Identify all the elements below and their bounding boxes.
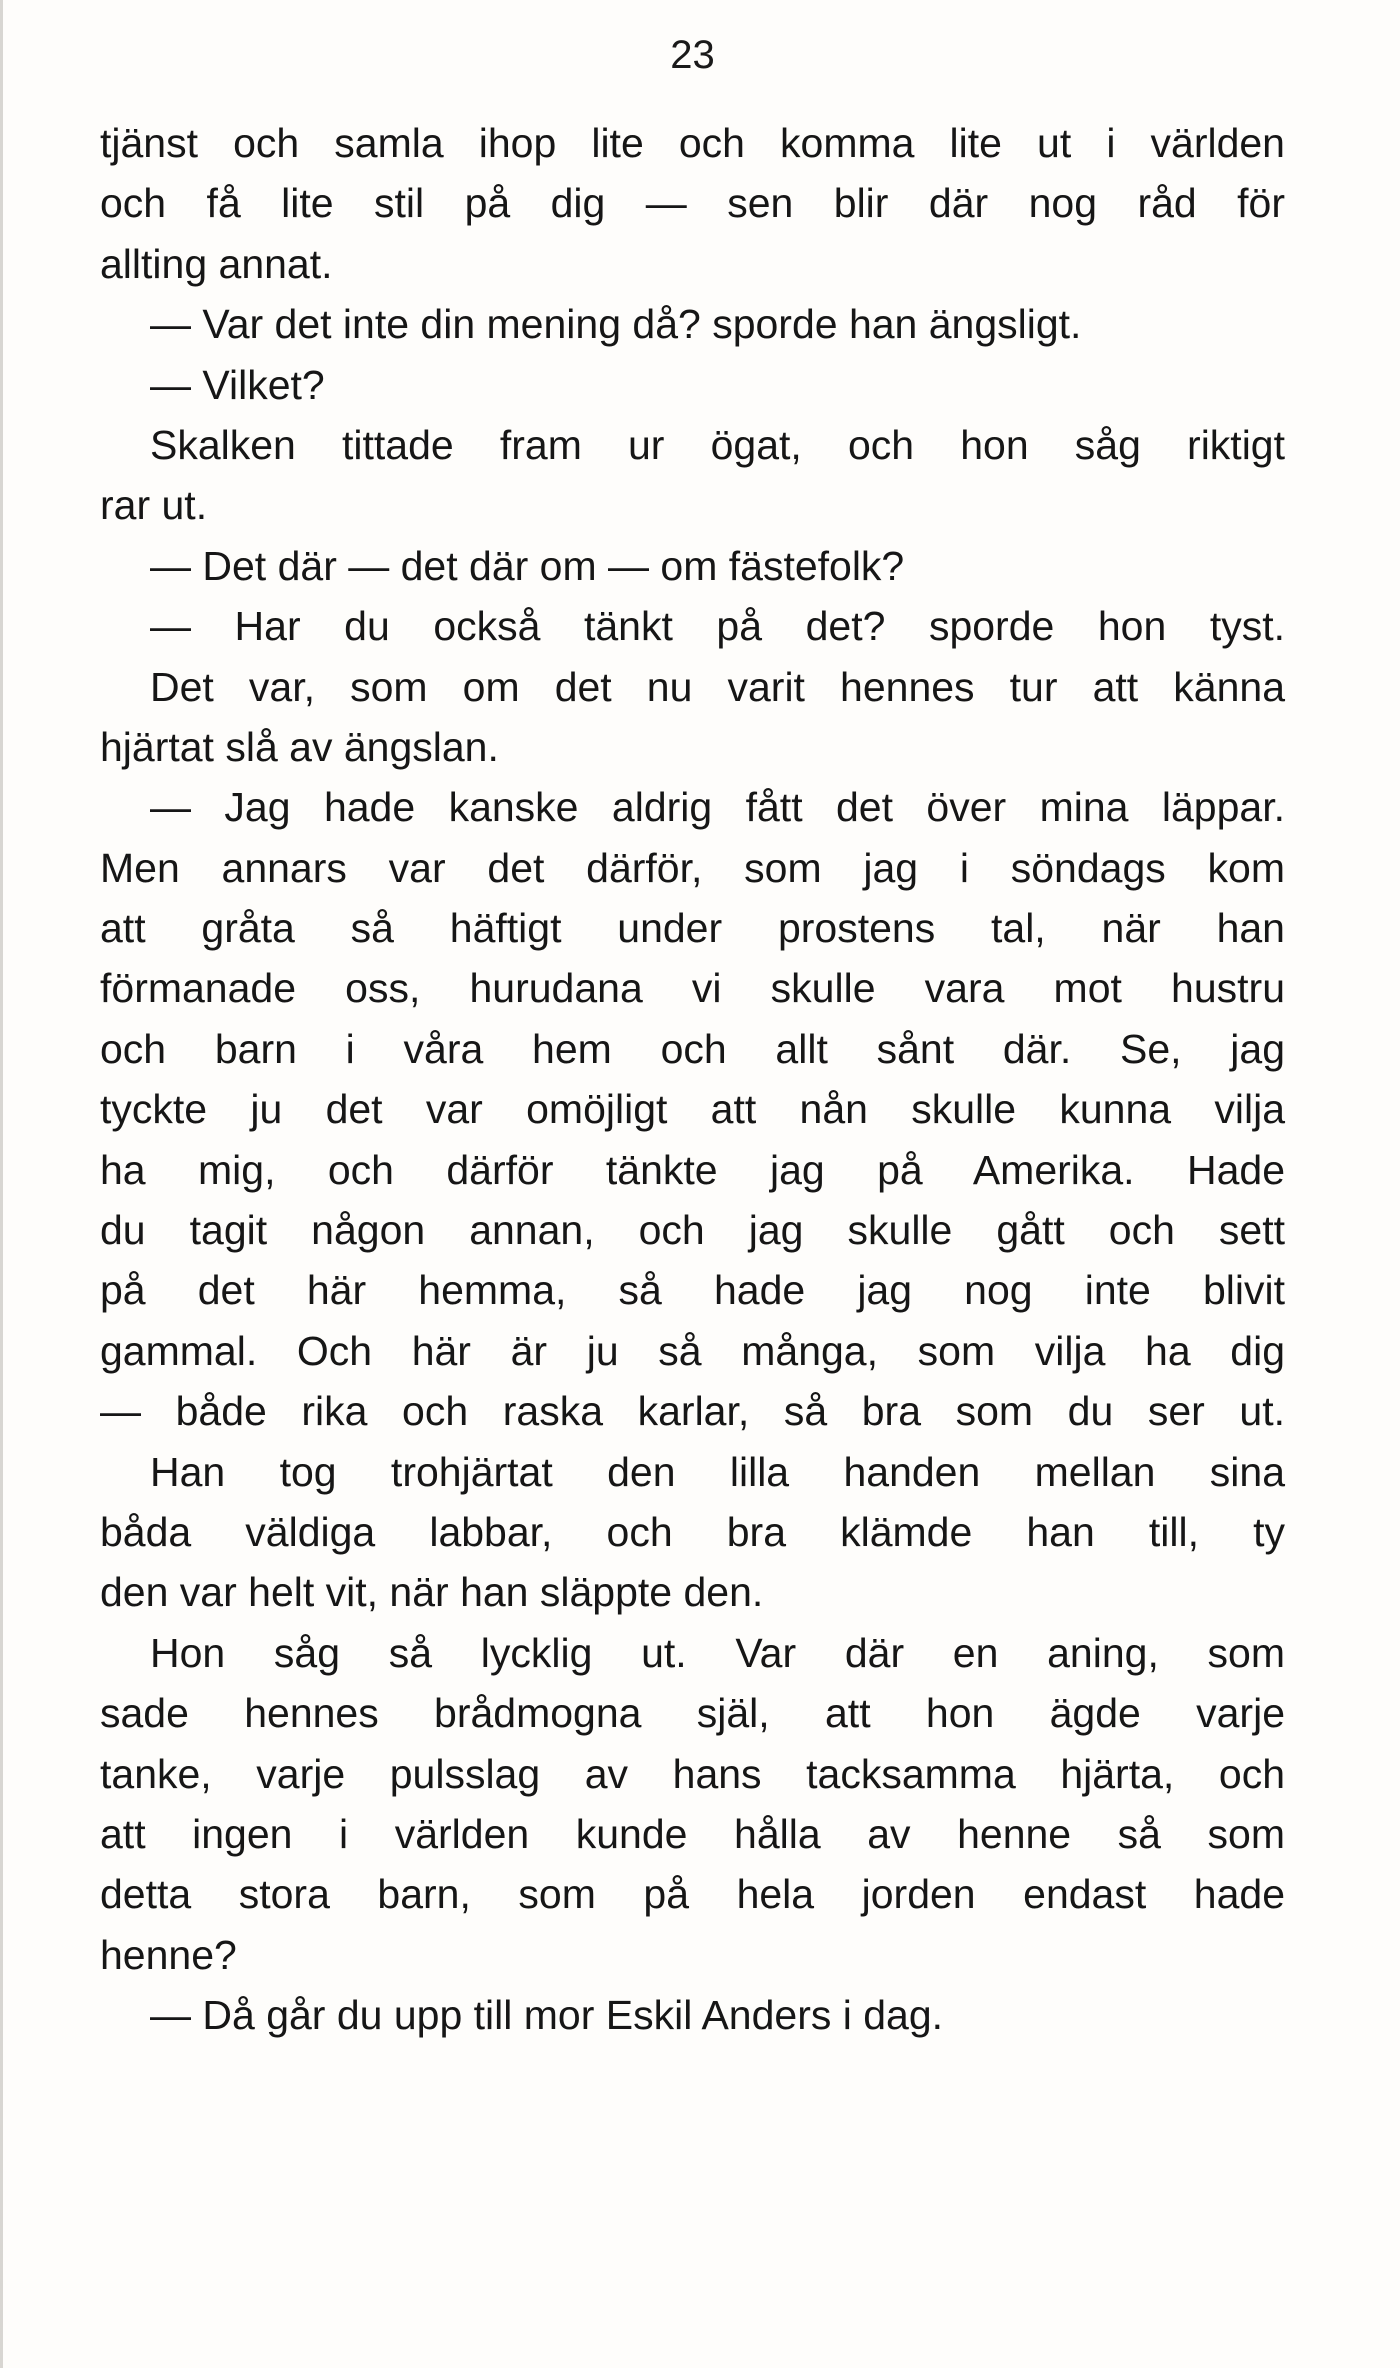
text-line: på det här hemma, så hade jag nog inte blivit (100, 1267, 1285, 1314)
text-line: sade hennes brådmogna själ, att hon ägde varje (100, 1690, 1285, 1737)
text-line: Det var, som om det nu varit hennes tur att känna (150, 663, 1285, 710)
text-line: och barn i våra hem och allt sånt där. Se, jag (100, 1025, 1285, 1072)
text-line: tjänst och samla ihop lite och komma lite ut i världen (100, 120, 1285, 166)
text-line: Skalken tittade fram ur ögat, och hon såg riktigt (150, 421, 1285, 468)
text-line: — Det där — det där om — om fästefolk? (150, 542, 905, 589)
text-line: — Var det inte din mening då? sporde han ängsligt. (150, 301, 1082, 348)
page-number: 23 (670, 33, 715, 77)
text-line: den var helt vit, när han släppte den. (100, 1569, 764, 1616)
text-line: henne? (100, 1931, 237, 1978)
text-line: — Har du också tänkt på det? sporde hon tyst. (150, 603, 1285, 650)
text-line: och få lite stil på dig — sen blir där nog råd för (100, 180, 1285, 227)
text-line: tanke, varje pulsslag av hans tacksamma hjärta, och (100, 1750, 1285, 1797)
body-text (100, 113, 1285, 2046)
text-line: — Vilket? (150, 361, 325, 408)
text-line: detta stora barn, som på hela jorden endast hade (100, 1871, 1285, 1918)
text-line: ha mig, och därför tänkte jag på Amerika. Hade (100, 1146, 1285, 1193)
text-line: — Då går du upp till mor Eskil Anders i dag. (150, 1992, 944, 2039)
text-line: allting annat. (100, 240, 333, 287)
text-line: — Jag hade kanske aldrig fått det över mina läppar. (150, 784, 1285, 831)
text-line: Hon såg så lycklig ut. Var där en aning, som (150, 1629, 1285, 1676)
text-line: tyckte ju det var omöjligt att nån skulle kunna vilja (100, 1086, 1285, 1133)
text-line: att ingen i världen kunde hålla av henne så som (100, 1810, 1285, 1857)
text-line: rar ut. (100, 482, 208, 529)
text-line: båda väldiga labbar, och bra klämde han till, ty (100, 1508, 1285, 1555)
text-line: förmanade oss, hurudana vi skulle vara mot hustru (100, 965, 1285, 1012)
text-line: hjärtat slå av ängslan. (100, 723, 499, 770)
text-line: du tagit någon annan, och jag skulle gått och sett (100, 1207, 1285, 1254)
text-line: gammal. Och här är ju så många, som vilja ha dig (100, 1327, 1285, 1374)
page-edge (0, 0, 3, 2368)
text-line: Men annars var det därför, som jag i söndags kom (100, 844, 1285, 891)
text-line: att gråta så häftigt under prostens tal, när han (100, 905, 1285, 952)
text-line: — både rika och raska karlar, så bra som du ser ut. (100, 1388, 1285, 1435)
text-line: Han tog trohjärtat den lilla handen mellan sina (150, 1448, 1285, 1495)
